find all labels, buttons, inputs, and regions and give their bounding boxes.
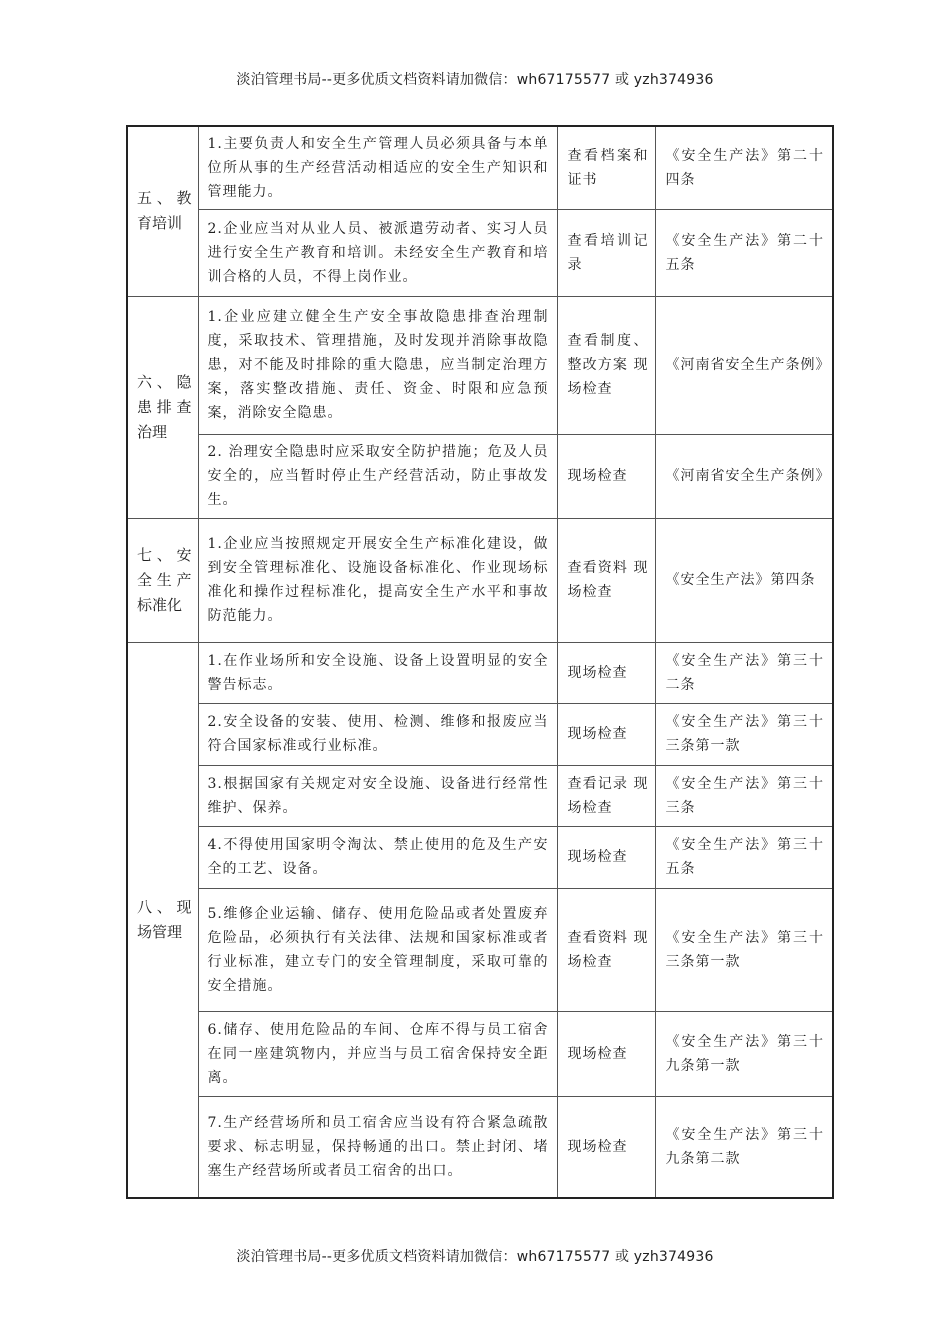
item-content: 2.安全设备的安装、使用、检测、维修和报废应当符合国家标准或行业标准。 xyxy=(198,703,557,765)
item-basis: 《安全生产法》第四条 xyxy=(655,518,833,642)
item-method: 查看资料 现场检查 xyxy=(557,518,655,642)
section-title: 八、现场管理 xyxy=(127,642,198,1198)
item-method: 现场检查 xyxy=(557,434,655,518)
table-row xyxy=(127,209,833,296)
item-basis: 《安全生产法》第三十五条 xyxy=(655,826,833,888)
item-method: 查看制度、整改方案 现场检查 xyxy=(557,296,655,434)
item-method: 现场检查 xyxy=(557,1096,655,1198)
item-content: 3.根据国家有关规定对安全设施、设备进行经常性维护、保养。 xyxy=(198,765,557,826)
item-method: 现场检查 xyxy=(557,1011,655,1096)
table-row xyxy=(127,826,833,888)
item-basis: 《安全生产法》第三十九条第二款 xyxy=(655,1096,833,1198)
item-basis: 《安全生产法》第二十四条 xyxy=(655,126,833,209)
section-title: 五、教育培训 xyxy=(127,126,198,296)
item-method: 查看记录 现场检查 xyxy=(557,765,655,826)
item-method: 现场检查 xyxy=(557,642,655,703)
table-row xyxy=(127,126,833,209)
table-row xyxy=(127,765,833,826)
item-basis: 《河南省安全生产条例》 xyxy=(655,434,833,518)
item-method: 查看资料 现场检查 xyxy=(557,888,655,1011)
item-method: 现场检查 xyxy=(557,826,655,888)
item-content: 1.企业应当按照规定开展安全生产标准化建设，做到安全管理标准化、设施设备标准化、作业现场标准化和操作过程标准化，提高安全生产水平和事故防范能力。 xyxy=(198,518,557,642)
table-row xyxy=(127,703,833,765)
item-method: 现场检查 xyxy=(557,703,655,765)
item-basis: 《安全生产法》第三十三条 xyxy=(655,765,833,826)
table-row xyxy=(127,434,833,518)
item-content: 4.不得使用国家明令淘汰、禁止使用的危及生产安全的工艺、设备。 xyxy=(198,826,557,888)
table-row xyxy=(127,888,833,1011)
table-row xyxy=(127,518,833,642)
item-content: 2. 治理安全隐患时应采取安全防护措施；危及人员安全的，应当暂时停止生产经营活动，防止事故发生。 xyxy=(198,434,557,518)
item-basis: 《安全生产法》第三十三条第一款 xyxy=(655,888,833,1011)
item-basis: 《安全生产法》第三十二条 xyxy=(655,642,833,703)
item-method: 查看培训记录 xyxy=(557,209,655,296)
table-row xyxy=(127,1096,833,1198)
page-footer: 淡泊管理书局--更多优质文档资料请加微信：wh67175577 或 yzh374936 xyxy=(236,1249,714,1265)
table-row xyxy=(127,1011,833,1096)
item-content: 6.储存、使用危险品的车间、仓库不得与员工宿舍在同一座建筑物内，并应当与员工宿舍保持安全距离。 xyxy=(198,1011,557,1096)
item-basis: 《安全生产法》第三十三条第一款 xyxy=(655,703,833,765)
item-content: 7.生产经营场所和员工宿舍应当设有符合紧急疏散要求、标志明显，保持畅通的出口。禁止封闭、堵塞生产经营场所或者员工宿舍的出口。 xyxy=(198,1096,557,1198)
table-row xyxy=(127,296,833,434)
inspection-table xyxy=(126,125,834,1199)
item-basis: 《河南省安全生产条例》 xyxy=(655,296,833,434)
item-content: 5.维修企业运输、储存、使用危险品或者处置废弃危险品，必须执行有关法律、法规和国家标准或者行业标准，建立专门的安全管理制度，采取可靠的安全措施。 xyxy=(198,888,557,1011)
item-method: 查看档案和证书 xyxy=(557,126,655,209)
item-basis: 《安全生产法》第三十九条第一款 xyxy=(655,1011,833,1096)
item-content: 2.企业应当对从业人员、被派遣劳动者、实习人员进行安全生产教育和培训。未经安全生产教育和培训合格的人员，不得上岗作业。 xyxy=(198,209,557,296)
page-header: 淡泊管理书局--更多优质文档资料请加微信：wh67175577 或 yzh374936 xyxy=(236,72,714,88)
section-title: 七、安全生产标准化 xyxy=(127,518,198,642)
item-content: 1.在作业场所和安全设施、设备上设置明显的安全警告标志。 xyxy=(198,642,557,703)
item-content: 1.企业应建立健全生产安全事故隐患排查治理制度，采取技术、管理措施，及时发现并消除事故隐患，对不能及时排除的重大隐患，应当制定治理方案，落实整改措施、责任、资金、时限和应急预案，消除安全隐患。 xyxy=(198,296,557,434)
item-content: 1.主要负责人和安全生产管理人员必须具备与本单位所从事的生产经营活动相适应的安全生产知识和管理能力。 xyxy=(198,126,557,209)
item-basis: 《安全生产法》第二十五条 xyxy=(655,209,833,296)
section-title: 六、隐患排查治理 xyxy=(127,296,198,518)
table-row xyxy=(127,642,833,703)
